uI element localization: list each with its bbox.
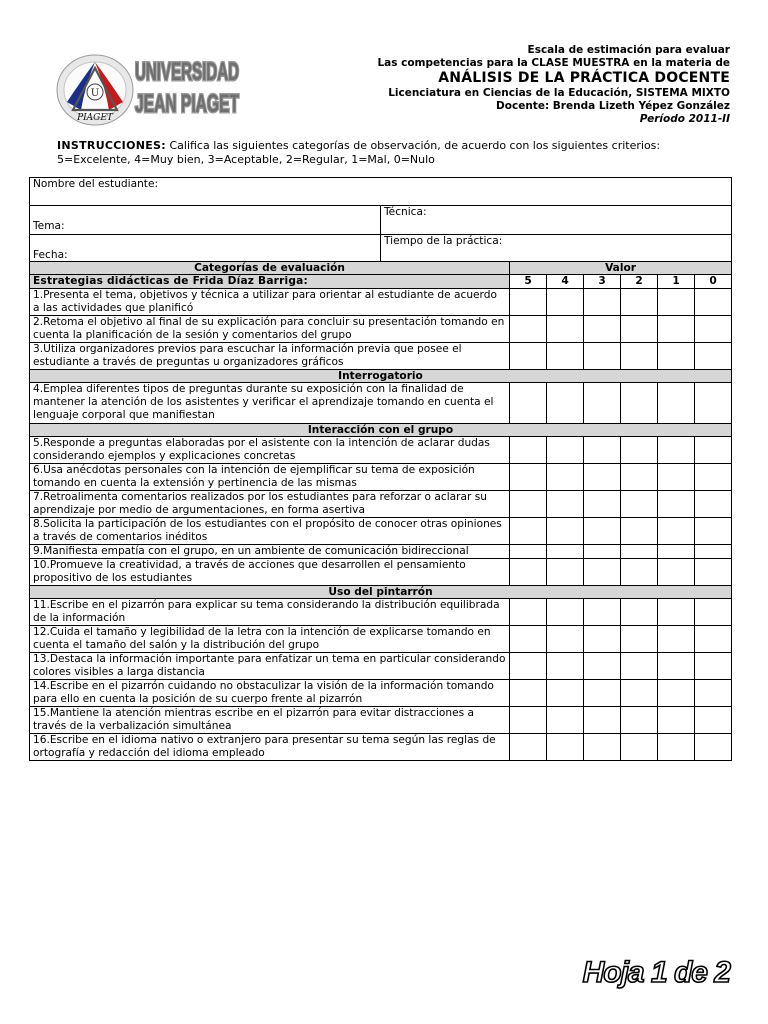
rating-cell-3[interactable]: [584, 545, 621, 559]
page-number: Hoja 1 de 2: [582, 956, 730, 989]
rating-cell-0[interactable]: [695, 289, 732, 316]
criterion-text: 6.Usa anécdotas personales con la intención de ejemplificar su tema de exposición tomando en cuenta la extensión y pertinencia de las mismas: [30, 464, 510, 491]
criterion-row: [30, 491, 732, 518]
categories-header: Categorías de evaluación: [30, 262, 510, 275]
rating-cell-5[interactable]: [510, 599, 547, 626]
rating-cell-5[interactable]: [510, 545, 547, 559]
instructions-text: Califica las siguientes categorías de observación, de acuerdo con los siguientes criterios:: [165, 139, 661, 152]
criterion-text: 13.Destaca la información importante para enfatizar un tema en particular considerando colores visibles a larga distancia: [30, 653, 510, 680]
criterion-row: [30, 559, 732, 586]
criterion-row: [30, 653, 732, 680]
document-header: [0, 0, 768, 130]
rating-cell-5[interactable]: [510, 343, 547, 370]
rating-cell-1[interactable]: [658, 289, 695, 316]
svg-text:JEAN PIAGET: JEAN PIAGET: [135, 90, 239, 118]
rating-cell-0[interactable]: [695, 464, 732, 491]
criterion-text: 8.Solicita la participación de los estudiantes con el propósito de conocer otras opiniones a través de comentarios inéditos: [30, 518, 510, 545]
header-line-2: Las competencias para la CLASE MUESTRA en la materia de: [377, 57, 730, 69]
rating-cell-3[interactable]: [584, 383, 621, 424]
rating-cell-0[interactable]: [695, 518, 732, 545]
svg-text:UNIVERSIDAD: UNIVERSIDAD: [135, 58, 239, 86]
rating-cell-5[interactable]: [510, 734, 547, 761]
svg-text:PIAGET: PIAGET: [77, 113, 113, 123]
rating-cell-3[interactable]: [584, 734, 621, 761]
rating-cell-3[interactable]: [584, 437, 621, 464]
section-title: Interacción con el grupo: [30, 424, 732, 437]
criterion-row: [30, 316, 732, 343]
rating-cell-3[interactable]: [584, 289, 621, 316]
rating-cell-5[interactable]: [510, 437, 547, 464]
rating-cell-1[interactable]: [658, 464, 695, 491]
strategies-section-title: Estrategias didácticas de Frida Díaz Barriga:: [30, 275, 510, 289]
rating-cell-3[interactable]: [584, 343, 621, 370]
rating-cell-4[interactable]: [547, 383, 584, 424]
rating-cell-0[interactable]: [695, 734, 732, 761]
rating-cell-2[interactable]: [621, 383, 658, 424]
rating-cell-5[interactable]: [510, 707, 547, 734]
rating-cell-3[interactable]: [584, 518, 621, 545]
rating-cell-2[interactable]: [621, 559, 658, 586]
criterion-row: [30, 518, 732, 545]
section-title: Interrogatorio: [30, 370, 732, 383]
rating-cell-4[interactable]: [547, 464, 584, 491]
rating-cell-2[interactable]: [621, 734, 658, 761]
criterion-row: [30, 383, 732, 424]
value-header: Valor: [510, 262, 732, 275]
criterion-text: 16.Escribe en el idioma nativo o extranjero para presentar su tema según las reglas de ortografía y redacción del idioma empleado: [30, 734, 510, 761]
rating-cell-0[interactable]: [695, 680, 732, 707]
rating-cell-4[interactable]: [547, 599, 584, 626]
scale-2: 2: [621, 275, 658, 289]
section-title: Uso del pintarrón: [30, 586, 732, 599]
rating-cell-2[interactable]: [621, 491, 658, 518]
rating-cell-5[interactable]: [510, 316, 547, 343]
evaluation-table: [29, 261, 732, 761]
rating-cell-0[interactable]: [695, 343, 732, 370]
period-line: Período 2011-II: [639, 113, 730, 125]
topic-label: Tema:: [33, 220, 65, 232]
rating-cell-1[interactable]: [658, 707, 695, 734]
rating-cell-3[interactable]: [584, 653, 621, 680]
scale-4: 4: [547, 275, 584, 289]
criterion-text: 9.Manifiesta empatía con el grupo, en un ambiente de comunicación bidireccional: [30, 545, 510, 559]
rating-cell-5[interactable]: [510, 464, 547, 491]
section-row: [30, 586, 732, 599]
criterion-text: 15.Mantiene la atención mientras escribe en el pizarrón para evitar distracciones a través de la verbalización simultánea: [30, 707, 510, 734]
rating-cell-0[interactable]: [695, 545, 732, 559]
rating-cell-0[interactable]: [695, 383, 732, 424]
rating-cell-5[interactable]: [510, 289, 547, 316]
rating-cell-2[interactable]: [621, 545, 658, 559]
criterion-row: [30, 734, 732, 761]
criterion-text: 14.Escribe en el pizarrón cuidando no obstaculizar la visión de la información tomando para ello en cuenta la posición de su cuerpo frente al pizarrón: [30, 680, 510, 707]
rating-cell-2[interactable]: [621, 437, 658, 464]
rating-cell-5[interactable]: [510, 626, 547, 653]
rating-cell-5[interactable]: [510, 383, 547, 424]
rating-cell-2[interactable]: [621, 518, 658, 545]
rating-cell-0[interactable]: [695, 707, 732, 734]
criterion-text: 5.Responde a preguntas elaboradas por el asistente con la intención de aclarar dudas considerando ejemplos y explicaciones concretas: [30, 437, 510, 464]
rating-cell-1[interactable]: [658, 545, 695, 559]
topic-field[interactable]: [30, 206, 381, 235]
rating-cell-3[interactable]: [584, 599, 621, 626]
practice-time-label: Tiempo de la práctica:: [384, 235, 503, 247]
program-line: Licenciatura en Ciencias de la Educación, SISTEMA MIXTO: [388, 87, 730, 99]
svg-text:UNIVERSIDAD: UNIVERSIDAD: [135, 58, 239, 86]
svg-text:JEAN PIAGET: JEAN PIAGET: [135, 90, 239, 118]
rating-cell-2[interactable]: [621, 289, 658, 316]
rating-cell-0[interactable]: [695, 559, 732, 586]
scale-0: 0: [695, 275, 732, 289]
rating-cell-4[interactable]: [547, 343, 584, 370]
rating-cell-3[interactable]: [584, 626, 621, 653]
criterion-row: [30, 343, 732, 370]
rating-cell-1[interactable]: [658, 680, 695, 707]
rating-cell-1[interactable]: [658, 626, 695, 653]
criterion-text: 10.Promueve la creatividad, a través de acciones que desarrollen el pensamiento propositivo de los estudiantes: [30, 559, 510, 586]
scale-5: 5: [510, 275, 547, 289]
rating-cell-2[interactable]: [621, 316, 658, 343]
rating-cell-0[interactable]: [695, 491, 732, 518]
practice-time-field[interactable]: [381, 235, 732, 264]
student-name-label: Nombre del estudiante:: [33, 178, 159, 190]
rating-cell-1[interactable]: [658, 734, 695, 761]
header-line-1: Escala de estimación para evaluar: [527, 44, 730, 56]
rating-scale: 5=Excelente, 4=Muy bien, 3=Aceptable, 2=Regular, 1=Mal, 0=Nulo: [57, 153, 435, 166]
header-text-block: [377, 44, 730, 126]
technique-field[interactable]: [381, 206, 732, 235]
criterion-row: [30, 545, 732, 559]
student-name-field[interactable]: [30, 178, 732, 206]
rating-cell-2[interactable]: [621, 680, 658, 707]
date-field[interactable]: [30, 235, 381, 264]
scale-3: 3: [584, 275, 621, 289]
rating-cell-2[interactable]: [621, 599, 658, 626]
criterion-row: [30, 437, 732, 464]
rating-cell-2[interactable]: [621, 653, 658, 680]
course-title: ANÁLISIS DE LA PRÁCTICA DOCENTE: [438, 70, 730, 86]
rating-cell-4[interactable]: [547, 491, 584, 518]
rating-cell-0[interactable]: [695, 653, 732, 680]
criterion-text: 7.Retroalimenta comentarios realizados por los estudiantes para reforzar o aclarar su aprendizaje por medio de argumentaciones, en forma asertiva: [30, 491, 510, 518]
rating-cell-2[interactable]: [621, 626, 658, 653]
rating-cell-3[interactable]: [584, 680, 621, 707]
rating-cell-4[interactable]: [547, 680, 584, 707]
rating-cell-5[interactable]: [510, 559, 547, 586]
rating-cell-1[interactable]: [658, 599, 695, 626]
rating-cell-4[interactable]: [547, 316, 584, 343]
rating-cell-4[interactable]: [547, 559, 584, 586]
section-row: [30, 370, 732, 383]
rating-cell-5[interactable]: [510, 491, 547, 518]
rating-cell-1[interactable]: [658, 653, 695, 680]
rating-cell-2[interactable]: [621, 343, 658, 370]
rating-cell-1[interactable]: [658, 491, 695, 518]
criterion-row: [30, 680, 732, 707]
scale-1: 1: [658, 275, 695, 289]
rating-cell-2[interactable]: [621, 464, 658, 491]
rating-cell-0[interactable]: [695, 437, 732, 464]
rating-cell-4[interactable]: [547, 289, 584, 316]
criterion-row: [30, 626, 732, 653]
rating-cell-2[interactable]: [621, 707, 658, 734]
rating-cell-3[interactable]: [584, 707, 621, 734]
rating-cell-4[interactable]: [547, 734, 584, 761]
rating-cell-4[interactable]: [547, 707, 584, 734]
criterion-text: 12.Cuida el tamaño y legibilidad de la letra con la intención de explicarse tomando en cuenta el tamaño del salón y la distribución del grupo: [30, 626, 510, 653]
criterion-text: 2.Retoma el objetivo al final de su explicación para concluir su presentación tomando en cuenta la planificación de la sesión y comentarios del grupo: [30, 316, 510, 343]
rating-cell-1[interactable]: [658, 383, 695, 424]
rating-cell-0[interactable]: [695, 626, 732, 653]
rating-cell-1[interactable]: [658, 437, 695, 464]
criterion-row: [30, 599, 732, 626]
instructions: [57, 139, 747, 167]
rating-cell-1[interactable]: [658, 316, 695, 343]
criterion-row: [30, 289, 732, 316]
svg-text:U: U: [90, 88, 100, 99]
rating-cell-5[interactable]: [510, 518, 547, 545]
criterion-text: 3.Utiliza organizadores previos para escuchar la información previa que posee el estudiante a través de preguntas u organizadores gráficos: [30, 343, 510, 370]
rating-cell-4[interactable]: [547, 626, 584, 653]
rating-cell-1[interactable]: [658, 559, 695, 586]
criterion-text: 11.Escribe en el pizarrón para explicar su tema considerando la distribución equilibrada de la información: [30, 599, 510, 626]
teacher-line: Docente: Brenda Lizeth Yépez González: [496, 100, 730, 112]
rating-cell-4[interactable]: [547, 518, 584, 545]
rating-cell-5[interactable]: [510, 653, 547, 680]
criterion-row: [30, 464, 732, 491]
instructions-label: INSTRUCCIONES:: [57, 139, 166, 152]
criterion-text: 1.Presenta el tema, objetivos y técnica a utilizar para orientar al estudiante de acuerdo a las actividades que planificó: [30, 289, 510, 316]
criterion-row: [30, 707, 732, 734]
university-logo: [55, 52, 245, 126]
rating-cell-1[interactable]: [658, 343, 695, 370]
rating-cell-0[interactable]: [695, 316, 732, 343]
rating-cell-3[interactable]: [584, 316, 621, 343]
rating-cell-3[interactable]: [584, 464, 621, 491]
section-row: [30, 424, 732, 437]
rating-cell-0[interactable]: [695, 599, 732, 626]
page-indicator: [583, 956, 730, 990]
rating-cell-4[interactable]: [547, 653, 584, 680]
student-info-table: [29, 177, 732, 264]
rating-cell-3[interactable]: [584, 559, 621, 586]
criterion-text: 4.Emplea diferentes tipos de preguntas durante su exposición con la finalidad de mantener la atención de los asistentes y verificar el aprendizaje tomando en cuenta el lenguaje corporal que manifiestan: [30, 383, 510, 424]
rating-cell-1[interactable]: [658, 518, 695, 545]
rating-cell-3[interactable]: [584, 491, 621, 518]
rating-cell-4[interactable]: [547, 545, 584, 559]
rating-cell-4[interactable]: [547, 437, 584, 464]
rating-cell-5[interactable]: [510, 680, 547, 707]
technique-label: Técnica:: [384, 206, 427, 218]
date-label: Fecha:: [33, 249, 68, 261]
